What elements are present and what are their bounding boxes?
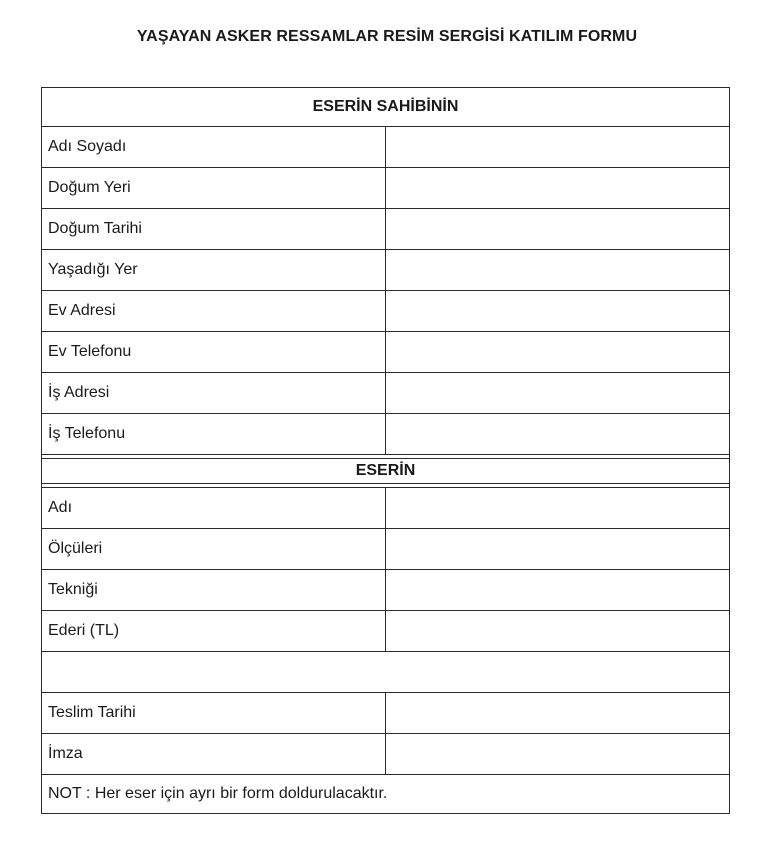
field-row-dimensions [42,529,730,570]
field-input-technique[interactable] [386,570,730,611]
owner-section-header: ESERİN SAHİBİNİN [42,88,730,127]
field-row-residence [42,250,730,291]
field-input-birth-place[interactable] [386,168,730,209]
field-label-full-name: Adı Soyadı [42,127,386,168]
participation-form-table [41,87,730,814]
field-row-signature [42,734,730,775]
field-label-dimensions: Ölçüleri [42,529,386,570]
field-row-birth-date [42,209,730,250]
field-row-home-phone [42,332,730,373]
field-input-birth-date[interactable] [386,209,730,250]
field-row-full-name [42,127,730,168]
field-label-delivery-date: Teslim Tarihi [42,693,386,734]
field-input-signature[interactable] [386,734,730,775]
field-label-technique: Tekniği [42,570,386,611]
work-section-header: ESERİN [42,459,730,484]
field-label-home-phone: Ev Telefonu [42,332,386,373]
field-label-work-address: İş Adresi [42,373,386,414]
field-label-birth-place: Doğum Yeri [42,168,386,209]
field-row-technique [42,570,730,611]
field-row-work-name [42,488,730,529]
field-input-home-address[interactable] [386,291,730,332]
field-input-delivery-date[interactable] [386,693,730,734]
field-input-work-phone[interactable] [386,414,730,455]
field-input-dimensions[interactable] [386,529,730,570]
field-input-work-address[interactable] [386,373,730,414]
field-input-residence[interactable] [386,250,730,291]
field-label-birth-date: Doğum Tarihi [42,209,386,250]
form-note: NOT : Her eser için ayrı bir form doldurulacaktır. [42,775,730,814]
field-row-birth-place [42,168,730,209]
work-section-header-row [42,459,730,484]
field-input-work-name[interactable] [386,488,730,529]
owner-section-header-row [42,88,730,127]
note-row [42,775,730,814]
field-label-home-address: Ev Adresi [42,291,386,332]
field-row-delivery-date [42,693,730,734]
field-row-home-address [42,291,730,332]
field-label-signature: İmza [42,734,386,775]
field-label-price: Ederi (TL) [42,611,386,652]
field-row-price [42,611,730,652]
blank-separator-row [42,652,730,693]
page-title: YAŞAYAN ASKER RESSAMLAR RESİM SERGİSİ KATILIM FORMU [136,28,638,45]
field-row-work-phone [42,414,730,455]
field-input-home-phone[interactable] [386,332,730,373]
field-label-work-name: Adı [42,488,386,529]
field-label-residence: Yaşadığı Yer [42,250,386,291]
field-input-full-name[interactable] [386,127,730,168]
field-input-price[interactable] [386,611,730,652]
field-row-work-address [42,373,730,414]
field-label-work-phone: İş Telefonu [42,414,386,455]
